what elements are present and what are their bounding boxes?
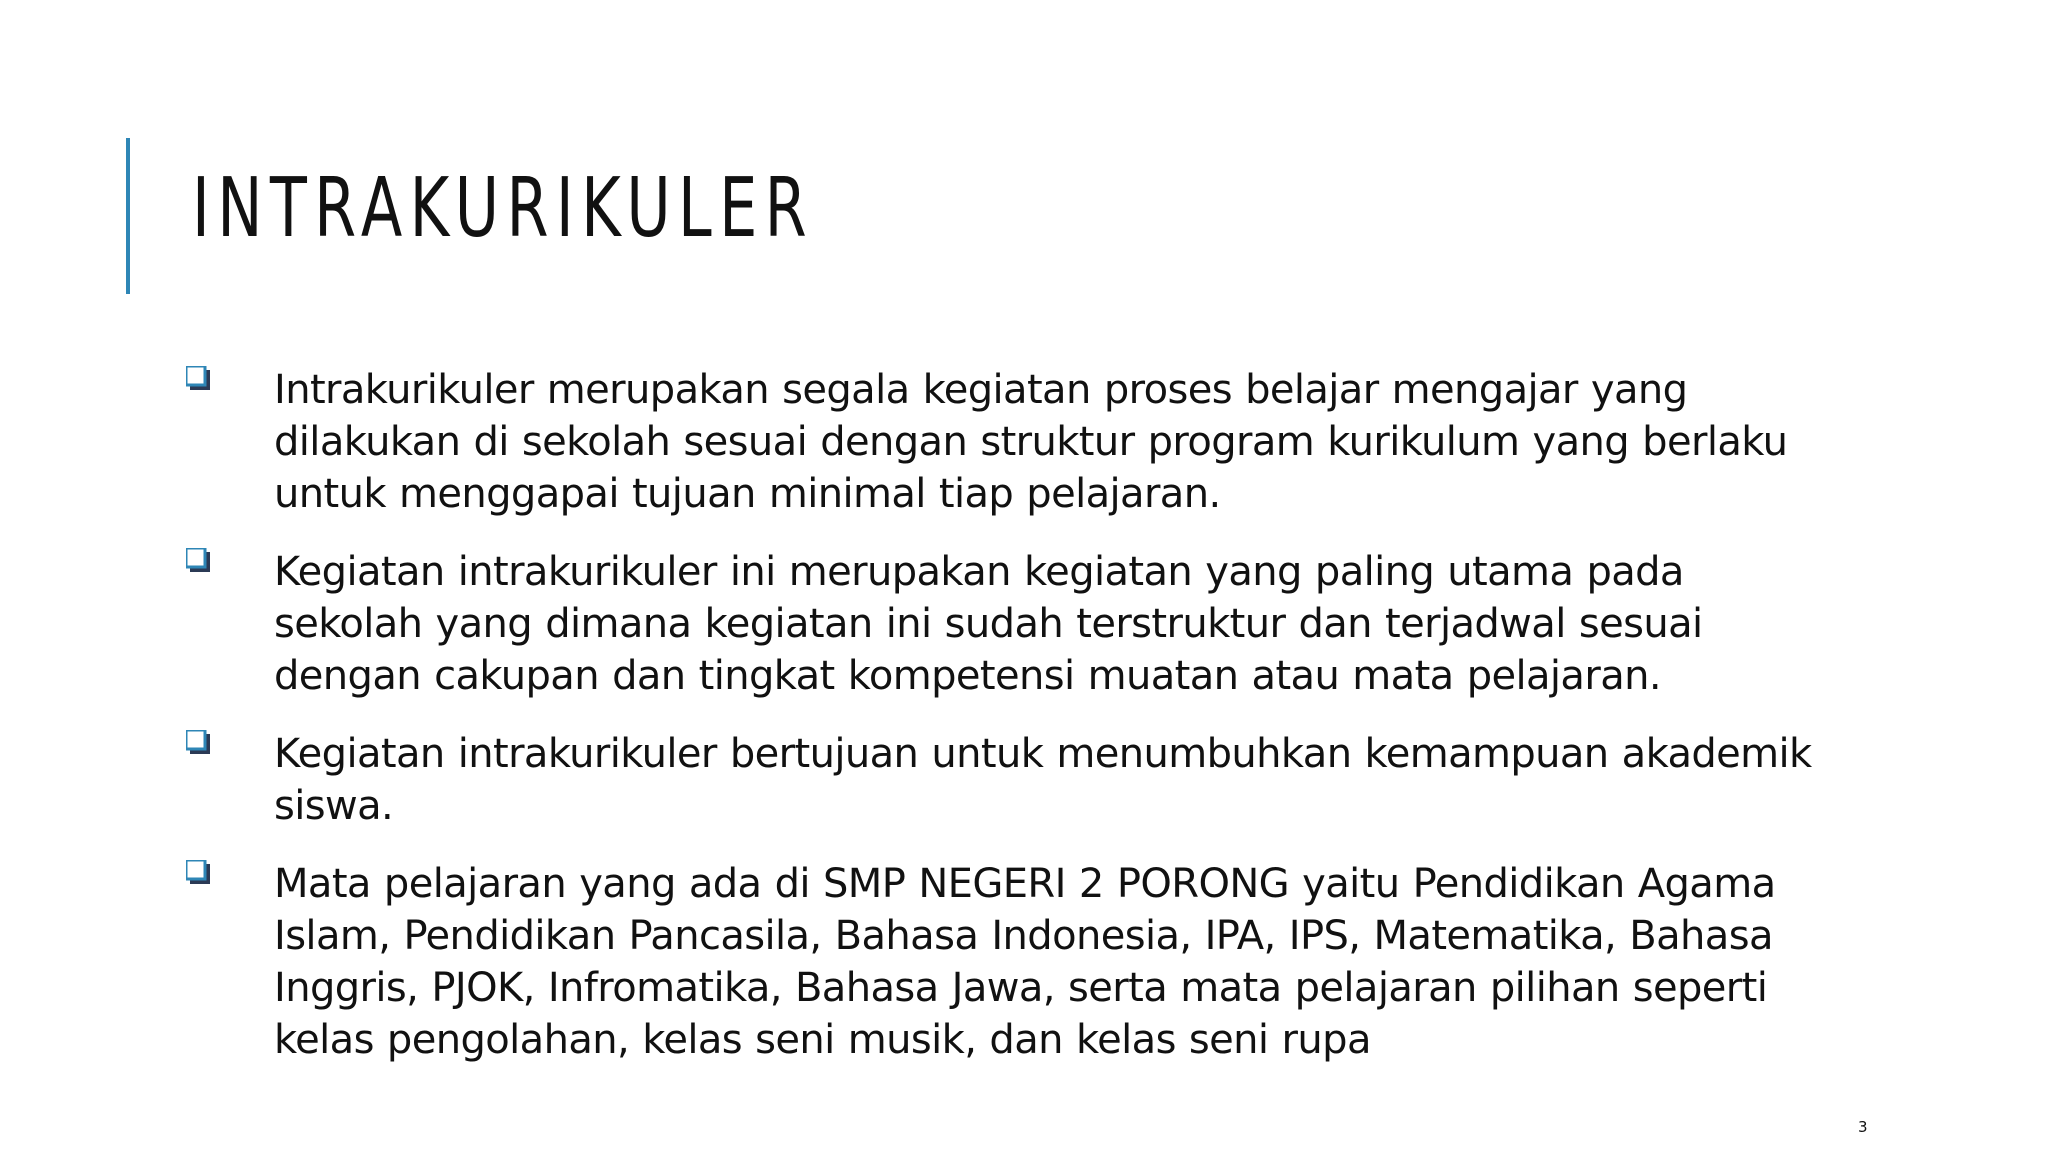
bullet-item	[180, 728, 1840, 832]
bullet-list	[180, 364, 1840, 1092]
bullet-item	[180, 364, 1840, 520]
checkbox-square-icon	[186, 366, 210, 390]
bullet-text: Kegiatan intrakurikuler bertujuan untuk menumbuhkan kemampuan akademik siswa.	[274, 731, 1812, 829]
bullet-text: Mata pelajaran yang ada di SMP NEGERI 2 PORONG yaitu Pendidikan Agama Islam, Pendidikan Pancasila, Bahasa Indonesia, IPA, IPS, Matematika, Bahasa Inggris, PJOK, Infromatika, Bahasa Jawa, serta mata pelajaran pilihan seperti kelas pengolahan, kelas seni musik, dan kelas seni rupa	[274, 861, 1776, 1063]
bullet-item	[180, 546, 1840, 702]
checkbox-square-icon	[186, 860, 210, 884]
bullet-text: Kegiatan intrakurikuler ini merupakan kegiatan yang paling utama pada sekolah yang dimana kegiatan ini sudah terstruktur dan terjadwal sesuai dengan cakupan dan tingkat kompetensi muatan atau mata pelajaran.	[274, 549, 1703, 699]
checkbox-square-icon	[186, 548, 210, 572]
slide-title: INTRAKURIKULER	[192, 161, 815, 256]
bullet-text: Intrakurikuler merupakan segala kegiatan proses belajar mengajar yang dilakukan di sekolah sesuai dengan struktur program kurikulum yang berlaku untuk menggapai tujuan minimal tiap pelajaran.	[274, 367, 1788, 517]
checkbox-square-icon	[186, 730, 210, 754]
page-number: 3	[1858, 1118, 1868, 1136]
title-accent-bar	[126, 138, 130, 294]
bullet-item	[180, 858, 1840, 1066]
